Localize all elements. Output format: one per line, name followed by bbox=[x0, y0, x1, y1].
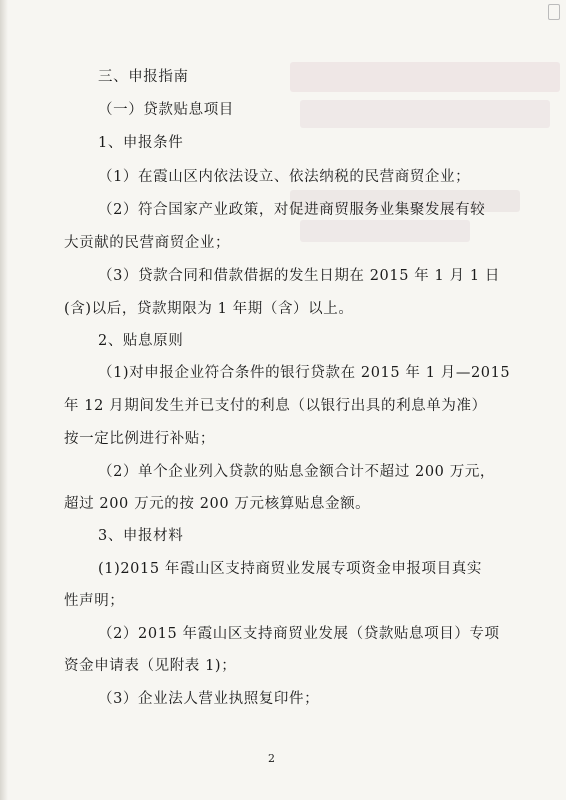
text-line: 超过 200 万元的按 200 万元核算贴息金额。 bbox=[64, 496, 371, 512]
scan-corner-mark bbox=[548, 4, 560, 20]
text-line: 资金申请表（见附表 1)； bbox=[64, 658, 237, 674]
text-line: （2）符合国家产业政策，对促进商贸服务业集聚发展有较 bbox=[98, 202, 486, 218]
text-line: 按一定比例进行补贴； bbox=[64, 431, 215, 447]
bleed-through-shadow bbox=[300, 100, 550, 128]
scan-edge-shadow bbox=[0, 0, 8, 800]
bleed-through-shadow bbox=[300, 220, 470, 242]
text-line: （2）单个企业列入贷款的贴息金额合计不超过 200 万元， bbox=[98, 464, 496, 480]
text-line: 大贡献的民营商贸企业； bbox=[64, 235, 231, 251]
text-line: (含)以后，贷款期限为 1 年期（含）以上。 bbox=[64, 301, 354, 317]
text-line: （一）贷款贴息项目 bbox=[98, 102, 234, 118]
text-line: （3）贷款合同和借款借据的发生日期在 2015 年 1 月 1 日 bbox=[98, 268, 501, 284]
page-number: 2 bbox=[268, 752, 275, 765]
bleed-through-shadow bbox=[290, 62, 560, 92]
text-line: 2、贴息原则 bbox=[98, 333, 184, 349]
text-line: 年 12 月期间发生并已支付的利息（以银行出具的利息单为准） bbox=[64, 398, 487, 414]
text-line: （1）在霞山区内依法设立、依法纳税的民营商贸企业； bbox=[98, 169, 471, 185]
text-line: （2）2015 年霞山区支持商贸业发展（贷款贴息项目）专项 bbox=[98, 626, 500, 642]
text-line: （1)对申报企业符合条件的银行贷款在 2015 年 1 月—2015 bbox=[98, 365, 511, 381]
text-line: （3）企业法人营业执照复印件； bbox=[98, 691, 320, 707]
text-line: 性声明； bbox=[64, 593, 125, 609]
text-line: 3、申报材料 bbox=[98, 528, 184, 544]
text-line: (1)2015 年霞山区支持商贸业发展专项资金申报项目真实 bbox=[98, 561, 482, 577]
text-line: 1、申报条件 bbox=[98, 135, 184, 151]
text-line: 三、申报指南 bbox=[98, 69, 189, 85]
